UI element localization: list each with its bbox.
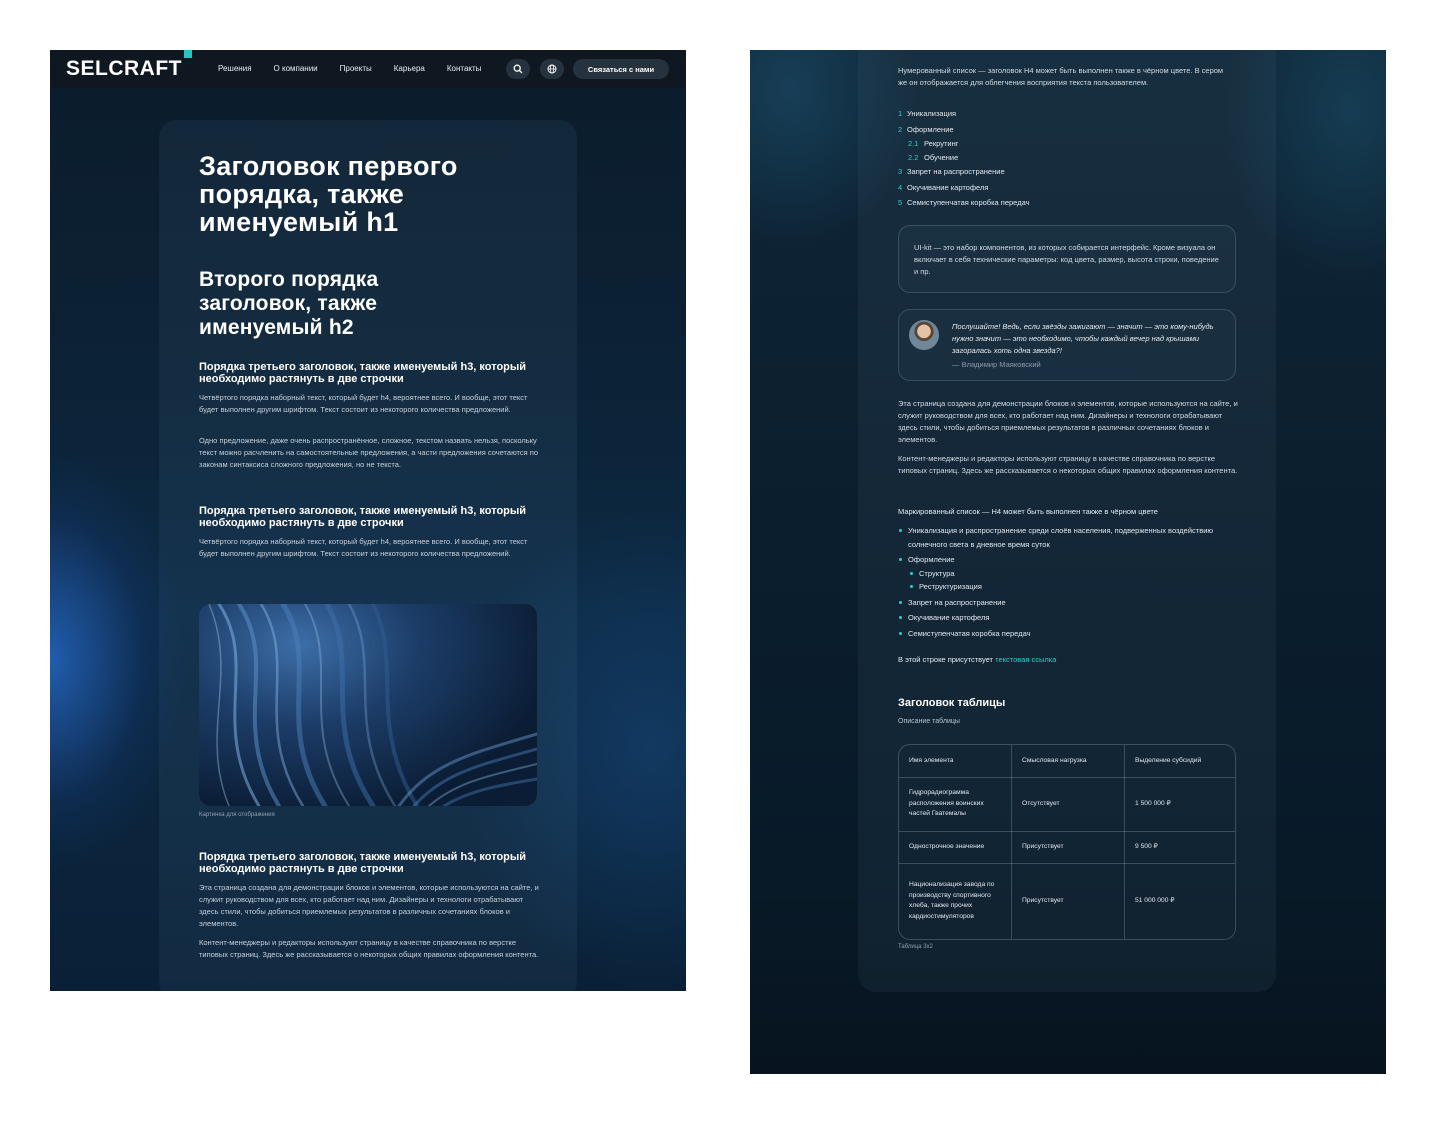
page-preview-left <box>50 50 686 991</box>
heading-h3: Порядка третьего заголовок, также именуемый h3, который необходимо растянуть в две строчки <box>199 505 527 529</box>
table-cell: Однострочное значение <box>899 831 1012 863</box>
heading-h3: Порядка третьего заголовок, также именуемый h3, который необходимо растянуть в две строчки <box>199 361 527 385</box>
info-box-text: UI-kit — это набор компонентов, из которых собирается интерфейс. Кроме визуала он включает в себя технические параметры: код цвета, размер, высота строки, поведение и пр. <box>914 243 1219 276</box>
table-header: Выделение субсидий <box>1125 745 1236 777</box>
table-cell: 9 500 ₽ <box>1125 831 1236 863</box>
table-description: Описание таблицы <box>898 718 960 725</box>
list-item: Запрет на распространение <box>898 596 1238 610</box>
list-item: Структура <box>898 567 1238 581</box>
nav-link-projects[interactable]: Проекты <box>339 64 372 73</box>
nav-link-about[interactable]: О компании <box>273 64 318 73</box>
table-cell: Отсутствует <box>1012 777 1125 831</box>
selcraft-logo[interactable]: SELCRAFT <box>66 57 182 80</box>
list-item: Уникализация и распространение среди слоёв населения, подверженных воздействию солнечного света в дневное время суток <box>898 524 1238 551</box>
abstract-waves-image <box>199 604 537 806</box>
list-item: 3 Запрет на распространение <box>898 167 1005 176</box>
bullet-icon <box>899 529 902 532</box>
table-row <box>899 831 1235 863</box>
nav-link-solutions[interactable]: Решения <box>218 64 252 73</box>
heading-h2: Второго порядка заголовок, также именуемый h2 <box>199 268 379 339</box>
heading-h1: Заголовок первого порядка, также именуемый h1 <box>199 151 458 237</box>
table-title: Заголовок таблицы <box>898 697 1006 709</box>
nav-link-contacts[interactable]: Контакты <box>446 64 482 73</box>
table-cell: 1 500 000 ₽ <box>1125 777 1236 831</box>
image-caption: Картинка для отображения <box>199 812 275 818</box>
list-item: 2 Оформление <box>898 124 954 134</box>
table-cell: Гидрорадиограмма расположения воинских частей Гватемалы <box>899 777 1012 831</box>
bullet-icon <box>899 601 902 604</box>
body-text: Контент-менеджеры и редакторы используют страницу в качестве справочника по верстке типовых страниц. Здесь же рассказывается о некоторых общих правилах оформления контента. <box>199 938 539 959</box>
nav-links <box>218 62 503 76</box>
search-button[interactable] <box>506 59 530 79</box>
list-item: 2.2 Обучение <box>908 152 959 162</box>
list-item: Реструктуризация <box>898 580 1238 594</box>
globe-icon <box>547 64 557 74</box>
list-item: 1 Уникализация <box>898 109 957 118</box>
info-box <box>898 225 1236 293</box>
list-item: 4 Окучивание картофеля <box>898 182 989 192</box>
page-preview-right <box>750 50 1386 1074</box>
text-link[interactable]: текстовая ссылка <box>995 655 1057 664</box>
search-icon <box>513 64 523 74</box>
bullet-icon <box>910 585 913 588</box>
table-cell: Национализация завода по производству спортивного хлеба, также прочих кардиостимуляторов <box>899 863 1012 939</box>
contact-us-button[interactable]: Связаться с нами <box>573 59 669 79</box>
ordered-list <box>898 106 1238 211</box>
quote-block <box>898 309 1236 381</box>
table-cell: Присутствует <box>1012 831 1125 863</box>
table-caption: Таблица 3х2 <box>898 944 933 950</box>
table-cell: 51 000 000 ₽ <box>1135 897 1175 904</box>
body-text: Одно предложение, даже очень распространённое, сложное, текстом назвать нельзя, поскольку текст можно расчленить на самостоятельные предложения, а части предложения сочетаются по законам синтаксиса сложного предложения, но не текста. <box>199 436 539 469</box>
list-item: 5 Семиступенчатая коробка передач <box>898 198 1030 207</box>
list-item: Семиступенчатая коробка передач <box>898 627 1238 641</box>
link-line: В этой строке присутствует текстовая ссылка <box>898 655 1057 664</box>
quote-author: — Владимир Маяковский <box>952 360 1041 369</box>
waves-illustration <box>199 604 537 806</box>
table-header: Смысловая нагрузка <box>1012 745 1125 777</box>
body-text: Четвёртого порядка наборный текст, который будет h4, вероятнее всего. И вообще, этот текст будет выполнен другим шрифтом. Текст состоит из некоторого количества предложений. <box>199 537 528 558</box>
avatar <box>909 320 939 350</box>
body-text: Эта страница создана для демонстрации блоков и элементов, которые используются на сайте, и служит руководством для всех, кто работает над ним. Дизайнеры и технологи отрабатывают здесь стили, чтобы добиться приемлемых результатов в различных сочетаниях блоков и элементов. <box>898 399 1238 444</box>
bullet-icon <box>899 558 902 561</box>
list-item: Окучивание картофеля <box>898 611 1238 625</box>
data-table <box>898 744 1236 940</box>
quote-text: Послушайте! Ведь, если звёзды зажигают — значит — это кому-нибудь нужно значит — это необходимо, чтобы каждый вечер над крышами загоралась хоть одна звезда?! <box>952 322 1214 355</box>
table-row <box>899 777 1235 831</box>
heading-h3: Порядка третьего заголовок, также именуемый h3, который необходимо растянуть в две строчки <box>199 851 527 875</box>
bulleted-list-intro: Маркированный список — H4 может быть выполнен также в чёрном цвете <box>898 507 1158 516</box>
body-text: Четвёртого порядка наборный текст, который будет h4, вероятнее всего. И вообще, этот текст будет выполнен другим шрифтом. Текст состоит из некоторого количества предложений. <box>199 393 528 414</box>
bullet-icon <box>910 572 913 575</box>
language-button[interactable] <box>540 59 564 79</box>
table-cell: Присутствует <box>1012 863 1125 939</box>
bullet-icon <box>899 616 902 619</box>
ordered-list-intro: Нумерованный список — заголовок H4 может быть выполнен также в чёрном цвете. В сером же он отображается для облегчения восприятия текста пользователем. <box>898 66 1224 87</box>
table-header: Имя элемента <box>899 745 1012 777</box>
table-row <box>899 863 1235 939</box>
nav-link-career[interactable]: Карьера <box>393 64 425 73</box>
body-text: Эта страница создана для демонстрации блоков и элементов, которые используются на сайте, и служит руководством для всех, кто работает над ним. Дизайнеры и технологи отрабатывают здесь стили, чтобы добиться приемлемых результатов в различных сочетаниях блоков и элементов. <box>199 883 539 928</box>
body-text: Контент-менеджеры и редакторы используют страницу в качестве справочника по верстке типовых страниц. Здесь же рассказывается о некоторых общих правилах оформления контента. <box>898 454 1238 475</box>
list-item: 2.1 Рекрутинг <box>908 139 959 148</box>
logo-accent-mark <box>184 50 192 58</box>
bullet-icon <box>899 632 902 635</box>
list-item: Оформление <box>898 553 1238 567</box>
bulleted-list <box>898 524 1238 640</box>
top-navbar <box>50 50 686 88</box>
